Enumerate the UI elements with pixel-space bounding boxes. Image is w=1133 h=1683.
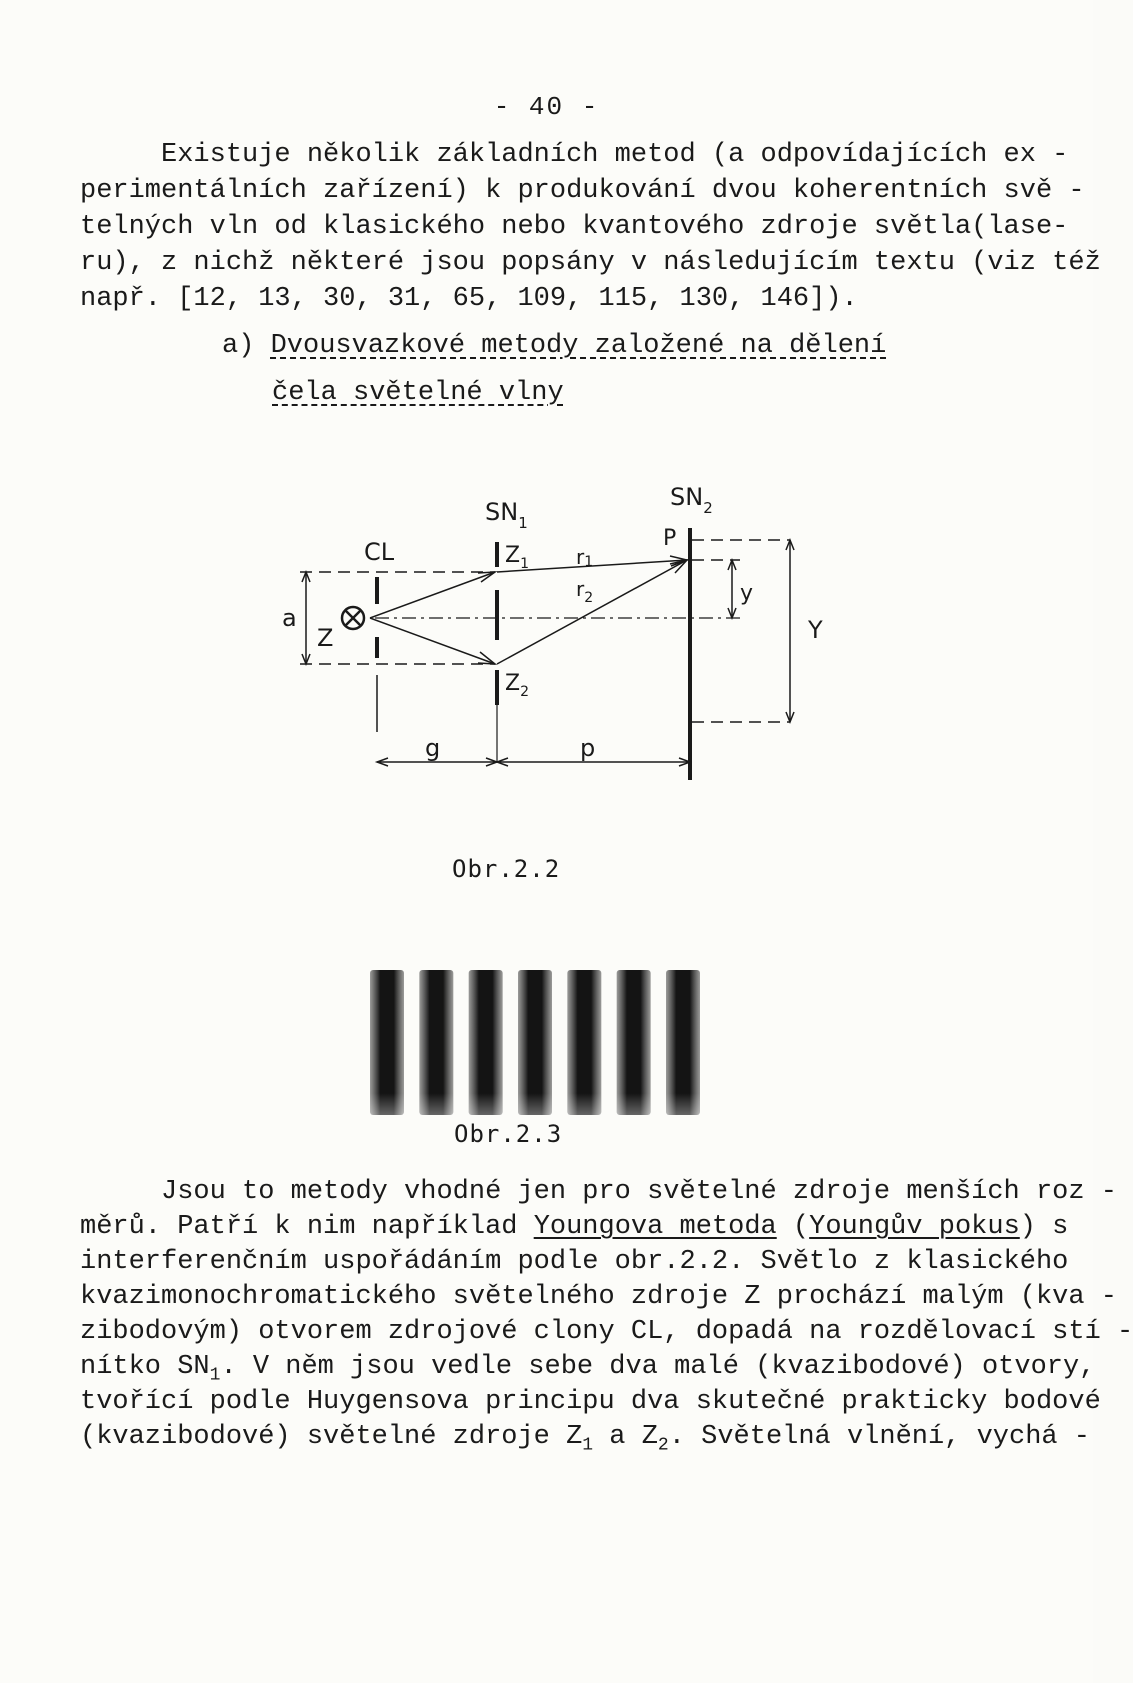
label-r2: $r_2$ [576,577,594,606]
label-point-p: P [663,526,677,551]
intro-line: telných vln od klasického nebo kvantového zdroje světla(lase- [80,212,1069,242]
label-y: y [740,581,754,606]
body-line: interferenčním uspořádáním podle obr.2.2. Světlo z klasického [80,1247,1069,1277]
fringe-band-fade [518,970,552,1115]
figure2-caption: Obr.2.3 [454,1120,563,1148]
section-marker: a) [222,331,255,361]
intro-line: perimentálních zařízení) k produkování dvou koherentních svě - [80,176,1085,206]
body-line: tvořící podle Huygensova principu dva skutečné prakticky bodové [80,1387,1101,1417]
label-z1: $Z_1$ [505,543,529,572]
body-line: měrů. Patří k nim například Youngova metoda (Youngův pokus) s [80,1212,1069,1242]
section-title-line1: Dvousvazkové metody založené na dělení [270,331,887,361]
young-experiment-diagram [280,483,840,820]
body-paragraph [80,1175,1133,1455]
label-r1: r1 [576,545,594,570]
body-line: (kvazibodové) světelné zdroje $Z_1$ a $Z_2$. Světelná vlnění, vychá - [80,1422,1091,1456]
fringe-band-fade [419,970,453,1115]
fringe-band-fade [567,970,601,1115]
section-title-line2: čela světelné vlny [272,378,564,408]
intro-line: Existuje několik základních metod (a odpovídajících ex - [80,140,1069,170]
figure1-caption: Obr.2.2 [452,855,561,883]
label-a: a [282,604,297,632]
section-heading [222,328,886,364]
body-line: Jsou to metody vhodné jen pro světelné zdroje menších roz - [80,1177,1117,1207]
label-sn1: $SN_1$ [485,498,528,532]
label-sn2: $SN_2$ [670,483,713,517]
label-g: g [425,734,441,762]
fringe-band-fade [370,970,404,1115]
interference-fringes-figure [370,970,700,1115]
intro-paragraph [80,137,1101,317]
body-line: zibodovým) otvorem zdrojové clony CL, dopadá na rozdělovací stí - [80,1317,1133,1347]
body-line: nítko $SN_1$. V něm jsou vedle sebe dva malé (kvazibodové) otvory, [80,1352,1096,1386]
intro-line: ru), z nichž některé jsou popsány v následujícím textu (viz též [80,248,1101,278]
label-z: Z [317,624,334,652]
fringe-band-fade [666,970,700,1115]
fringe-band-fade [469,970,503,1115]
younguv-pokus-link: Youngův pokus [809,1212,1020,1242]
fringe-band-fade [617,970,651,1115]
body-line: kvazimonochromatického světelného zdroje Z prochází malým (kva - [80,1282,1117,1312]
intro-line: např. [12, 13, 30, 31, 65, 109, 115, 130, 146]). [80,284,858,314]
label-z2: $Z_2$ [505,671,529,700]
page-number: - 40 - [493,92,600,122]
label-big-y: Y [808,616,823,644]
label-p-distance: p [580,734,596,762]
youngova-metoda-link: Youngova metoda [533,1212,777,1242]
section-heading-cont [272,375,564,411]
label-cl: CL [364,538,395,566]
